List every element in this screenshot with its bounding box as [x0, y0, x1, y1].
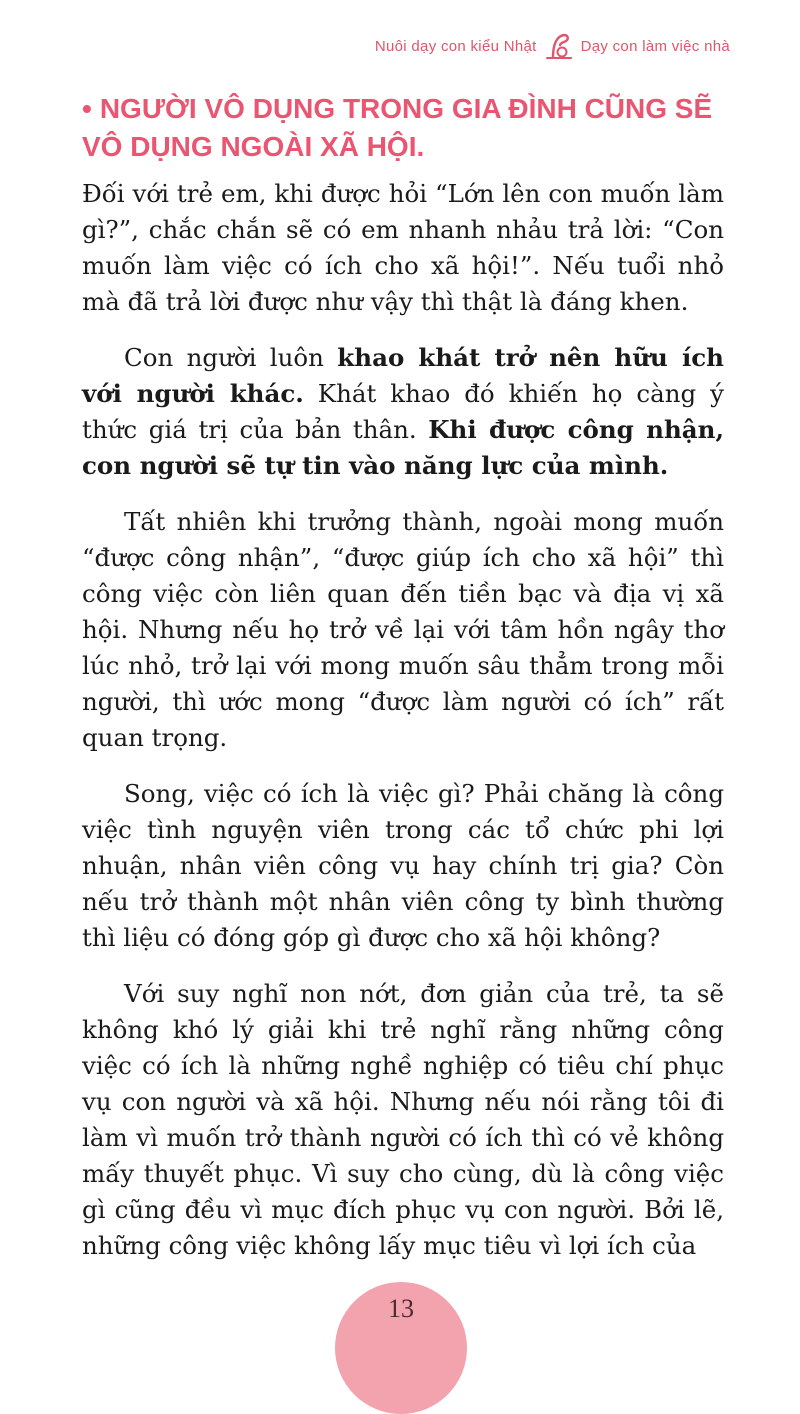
header-book-title: Nuôi dạy con kiểu Nhật	[374, 37, 537, 55]
header-chapter-title: Dạy con làm việc nhà	[580, 37, 730, 55]
paragraph-2	[82, 340, 724, 484]
running-header	[375, 30, 730, 62]
heading-text: NGƯỜI VÔ DỤNG TRONG GIA ĐÌNH CŨNG SẼ VÔ DỤNG NGOÀI XÃ HỘI.	[82, 93, 713, 162]
paragraph-2-text: Con người luôn	[124, 343, 338, 372]
paragraph-1: Đối với trẻ em, khi được hỏi “Lớn lên con muốn làm gì?”, chắc chắn sẽ có em nhanh nhảu trả lời: “Con muốn làm việc có ích cho xã hội!”. Nếu tuổi nhỏ mà đã trả lời được như vậy thì thật là đáng khen.	[82, 179, 724, 316]
body-text	[82, 176, 724, 1284]
page-number: 13	[388, 1294, 414, 1323]
paragraph-4: Song, việc có ích là việc gì? Phải chăng là công việc tình nguyện viên trong các tổ chức phi lợi nhuận, nhân viên công vụ hay chính trị gia? Còn nếu trở thành một nhân viên công ty bình thường thì liệu có đóng góp gì được cho xã hội không?	[82, 779, 724, 952]
paragraph-2-text-2: Khát khao đó khiến họ càng ý thức giá trị của bản thân.	[82, 379, 724, 444]
paragraph-2-bold-2: Khi được công nhận, con người sẽ tự tin vào năng lực của mình.	[82, 415, 724, 480]
heading-bullet: •	[82, 93, 92, 124]
page-number-circle	[335, 1282, 467, 1414]
paragraph-3: Tất nhiên khi trưởng thành, ngoài mong muốn “được công nhận”, “được giúp ích cho xã hội” thì công việc còn liên quan đến tiền bạc và địa vị xã hội. Nhưng nếu họ trở về lại với tâm hồn ngây thơ lúc nhỏ, trở lại với mong muốn sâu thẳm trong mỗi người, thì ước mong “được làm người có ích” rất quan trọng.	[82, 507, 724, 752]
paragraph-5: Với suy nghĩ non nớt, đơn giản của trẻ, ta sẽ không khó lý giải khi trẻ nghĩ rằng những công việc có ích là những nghề nghiệp có tiêu chí phục vụ con người và xã hội. Nhưng nếu nói rằng tôi đi làm vì muốn trở thành người có ích thì có vẻ không mấy thuyết phục. Vì suy cho cùng, dù là công việc gì cũng đều vì mục đích phục vụ con người. Bởi lẽ, những công việc không lấy mục tiêu vì lợi ích của	[82, 979, 724, 1260]
paragraph-2-bold-1: khao khát trở nên hữu ích với người khác.	[82, 343, 724, 408]
section-heading	[82, 90, 732, 166]
sweeping-figure-icon	[543, 30, 575, 62]
